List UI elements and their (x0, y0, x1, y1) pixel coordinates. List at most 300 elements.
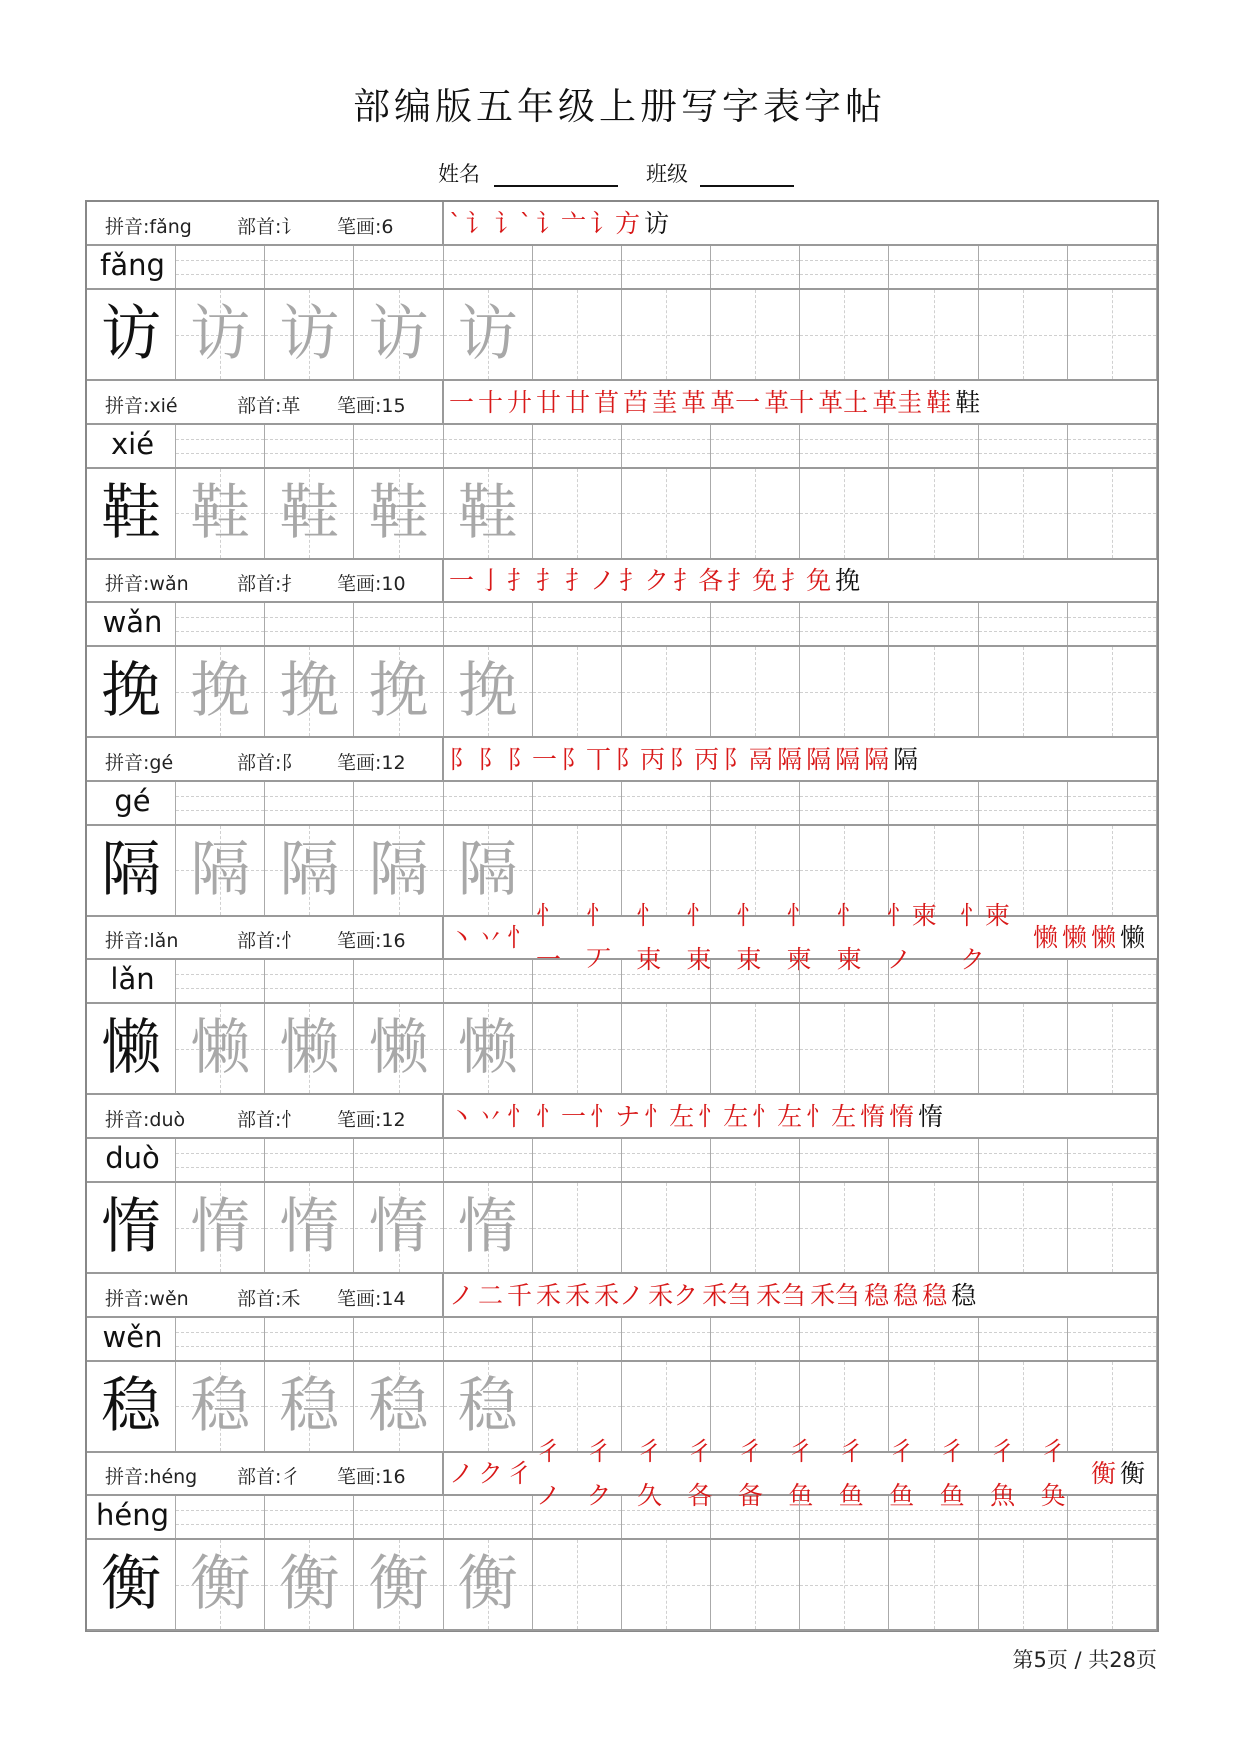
pinyin-cell[interactable] (176, 960, 265, 1002)
pinyin-cell[interactable] (979, 1496, 1068, 1538)
practice-cell[interactable] (533, 469, 622, 558)
pinyin-cell[interactable] (890, 246, 979, 288)
practice-cell[interactable] (1068, 290, 1157, 379)
pinyin-cell[interactable] (444, 960, 533, 1002)
name-field[interactable] (494, 185, 618, 187)
trace-cell[interactable] (265, 1183, 354, 1272)
practice-cell[interactable] (711, 469, 800, 558)
guide-line (711, 692, 799, 693)
trace-cell[interactable] (444, 469, 533, 558)
guide-line (979, 692, 1067, 693)
practice-cell[interactable] (979, 1183, 1068, 1272)
info-left (87, 1274, 444, 1318)
guide-line (533, 974, 621, 975)
pinyin-cell[interactable] (176, 425, 265, 467)
practice-cell[interactable] (533, 1183, 622, 1272)
guide-line (355, 810, 443, 811)
pinyin-cell[interactable] (265, 1496, 354, 1538)
pinyin-cell[interactable] (176, 1318, 265, 1360)
pinyin-cell[interactable] (622, 246, 711, 288)
pinyin-cell[interactable] (1068, 960, 1157, 1002)
pinyin-cell[interactable] (800, 1139, 889, 1181)
practice-cell[interactable] (711, 1183, 800, 1272)
guide-line (622, 1346, 710, 1347)
trace-character: 衡 (279, 1549, 340, 1620)
stroke-order (449, 1095, 1149, 1139)
stroke-step: 忄 (507, 923, 533, 953)
guide-line (622, 1228, 710, 1229)
guide-line (265, 988, 353, 989)
practice-cell[interactable] (979, 647, 1068, 736)
stroke-step: ` (449, 209, 462, 238)
guide-line (355, 617, 443, 618)
pinyin-cell[interactable] (1068, 246, 1157, 288)
stroke-step: 十 (478, 387, 504, 417)
practice-cell[interactable] (1068, 1183, 1157, 1272)
practice-cell[interactable] (711, 290, 800, 379)
trace-cell[interactable] (265, 469, 354, 558)
info-row (87, 1095, 1157, 1139)
trace-character: 鞋 (190, 477, 251, 548)
pinyin-cell[interactable] (265, 425, 354, 467)
pinyin-cell[interactable] (533, 603, 622, 645)
pinyin-cell[interactable] (979, 603, 1068, 645)
info-left (87, 1452, 444, 1496)
pinyin-cell[interactable] (711, 1496, 800, 1538)
practice-cell[interactable] (800, 290, 889, 379)
pinyin-cell[interactable] (890, 603, 979, 645)
guide-line (711, 870, 799, 871)
pinyin-cell[interactable] (533, 1496, 622, 1538)
guide-line (890, 1524, 978, 1525)
guide-line (1068, 631, 1156, 632)
guide-line (890, 988, 978, 989)
trace-character: 懒 (368, 1013, 429, 1084)
pinyin-cell[interactable] (444, 246, 533, 288)
guide-line (979, 453, 1067, 454)
practice-cell[interactable] (890, 1183, 979, 1272)
strokes-info: 笔画:15 (337, 394, 406, 417)
trace-cell[interactable] (355, 469, 444, 558)
model-cell (87, 1540, 176, 1629)
guide-line (622, 439, 710, 440)
guide-line (533, 988, 621, 989)
pinyin-cell[interactable] (444, 782, 533, 824)
stroke-step: 惰 (860, 1102, 886, 1131)
pinyin-cell[interactable] (355, 425, 444, 467)
pinyin-cell[interactable] (265, 1318, 354, 1360)
stroke-step: 忄柬ノ (886, 901, 937, 975)
pinyin-cell[interactable] (800, 960, 889, 1002)
practice-cell[interactable] (711, 647, 800, 736)
trace-cell[interactable] (265, 826, 354, 915)
practice-cell[interactable] (800, 1540, 889, 1629)
pinyin-cell[interactable] (444, 1139, 533, 1181)
practice-cell[interactable] (1068, 1540, 1157, 1629)
character-row (87, 1004, 1157, 1095)
trace-character: 衡 (457, 1549, 518, 1620)
guide-line (622, 796, 710, 797)
pinyin-cell[interactable] (533, 782, 622, 824)
trace-cell[interactable] (176, 469, 265, 558)
pinyin-cell[interactable] (800, 603, 889, 645)
guide-line (622, 1153, 710, 1154)
pinyin-cell[interactable] (444, 1496, 533, 1538)
practice-cell[interactable] (890, 469, 979, 558)
trace-cell[interactable] (265, 1540, 354, 1629)
stroke-step: 苜 (594, 387, 620, 417)
guide-line (979, 1524, 1067, 1525)
pinyin-cell[interactable] (622, 1496, 711, 1538)
guide-line (800, 453, 888, 454)
practice-cell[interactable] (979, 290, 1068, 379)
trace-character: 挽 (457, 656, 518, 727)
model-cell (87, 647, 176, 736)
guide-line (444, 439, 532, 440)
pinyin-cell[interactable] (176, 603, 265, 645)
practice-cell[interactable] (979, 469, 1068, 558)
pinyin-cell[interactable] (711, 1139, 800, 1181)
trace-cell[interactable] (355, 1540, 444, 1629)
pinyin-label: wǎn (102, 605, 163, 640)
guide-line (176, 1346, 264, 1347)
guide-line (265, 1510, 353, 1511)
trace-cell[interactable] (444, 1183, 533, 1272)
model-cell (87, 826, 176, 915)
practice-cell[interactable] (622, 290, 711, 379)
pinyin-label: lǎn (110, 962, 155, 997)
trace-character: 访 (190, 299, 251, 369)
trace-cell[interactable] (176, 1183, 265, 1272)
pinyin-cell[interactable] (622, 603, 711, 645)
trace-cell[interactable] (355, 647, 444, 736)
pinyin-cell[interactable] (979, 782, 1068, 824)
guide-line (265, 974, 353, 975)
guide-line (1068, 439, 1156, 440)
trace-cell[interactable] (355, 1004, 444, 1093)
pinyin-cell[interactable] (1068, 1139, 1157, 1181)
stroke-step: 懒 (1032, 923, 1058, 953)
guide-line (979, 1406, 1067, 1407)
guide-line (622, 1049, 710, 1050)
practice-cell[interactable] (533, 290, 622, 379)
trace-cell[interactable] (444, 290, 533, 379)
practice-cell[interactable] (1068, 826, 1157, 915)
guide-line (444, 974, 532, 975)
stroke-step: 革土 (818, 387, 869, 417)
pinyin-cell[interactable] (890, 1496, 979, 1538)
pinyin-cell[interactable] (533, 425, 622, 467)
strokes-info: 笔画:10 (337, 573, 406, 596)
guide-line (800, 1406, 888, 1407)
guide-line (533, 335, 621, 336)
info-left (87, 738, 444, 782)
pinyin-cell[interactable] (265, 246, 354, 288)
stroke-step: 彳备 (737, 1437, 763, 1511)
guide-line (265, 810, 353, 811)
pinyin-cell[interactable] (355, 1139, 444, 1181)
pinyin-cell[interactable] (622, 1318, 711, 1360)
stroke-step: 苩 (623, 387, 649, 417)
character-block (87, 1437, 1157, 1631)
trace-cell[interactable] (176, 1362, 265, 1451)
pinyin-cell[interactable] (1068, 782, 1157, 824)
stroke-step: 彳魚 (990, 1437, 1016, 1511)
pinyin-info: 拼音:héng (105, 1466, 198, 1489)
stroke-order (449, 559, 1149, 603)
guide-line (890, 274, 978, 275)
pinyin-cell[interactable] (444, 425, 533, 467)
pinyin-cell[interactable] (265, 1139, 354, 1181)
pinyin-cell[interactable] (1068, 1496, 1157, 1538)
pinyin-cell[interactable] (1068, 425, 1157, 467)
guide-line (711, 1228, 799, 1229)
stroke-step: 衡 (1120, 1459, 1146, 1489)
pinyin-cell[interactable] (622, 782, 711, 824)
pinyin-cell[interactable] (800, 1318, 889, 1360)
pinyin-row (87, 782, 1157, 826)
guide-line (800, 335, 888, 336)
pinyin-cell[interactable] (979, 1139, 1068, 1181)
practice-cell[interactable] (890, 290, 979, 379)
pinyin-cell[interactable] (711, 603, 800, 645)
pinyin-cell[interactable] (979, 246, 1068, 288)
pinyin-cell[interactable] (622, 1139, 711, 1181)
student-info-bar (0, 156, 1239, 190)
stroke-step: 忄ナ (590, 1102, 641, 1131)
stroke-step: 忄左 (644, 1102, 695, 1131)
trace-cell[interactable] (444, 647, 533, 736)
guide-line (265, 1153, 353, 1154)
practice-cell[interactable] (622, 1004, 711, 1093)
pinyin-cell[interactable] (533, 1139, 622, 1181)
guide-line (265, 1346, 353, 1347)
guide-line (979, 1228, 1067, 1229)
trace-cell[interactable] (176, 290, 265, 379)
radical-info: 部首:忄 (237, 1109, 301, 1131)
pinyin-cell[interactable] (800, 1496, 889, 1538)
pinyin-cell[interactable] (979, 1318, 1068, 1360)
trace-cell[interactable] (176, 826, 265, 915)
guide-line (444, 796, 532, 797)
practice-cell[interactable] (890, 1004, 979, 1093)
pinyin-cell[interactable] (890, 782, 979, 824)
practice-cell[interactable] (979, 1004, 1068, 1093)
stroke-step: 讠 (465, 209, 491, 238)
pinyin-cell[interactable] (800, 425, 889, 467)
pinyin-cell[interactable] (533, 960, 622, 1002)
guide-line (890, 974, 978, 975)
trace-cell[interactable] (355, 826, 444, 915)
pinyin-cell[interactable] (979, 425, 1068, 467)
pinyin-cell[interactable] (1068, 603, 1157, 645)
pinyin-cell[interactable] (711, 960, 800, 1002)
pinyin-cell[interactable] (265, 782, 354, 824)
guide-line (800, 274, 888, 275)
model-character: 懒 (101, 1013, 162, 1084)
pinyin-cell[interactable] (533, 246, 622, 288)
guide-line (176, 1153, 264, 1154)
guide-line (444, 453, 532, 454)
guide-line (444, 1153, 532, 1154)
practice-cell[interactable] (533, 1004, 622, 1093)
pinyin-cell[interactable] (176, 1496, 265, 1538)
practice-cell[interactable] (622, 1540, 711, 1629)
pinyin-cell[interactable] (265, 960, 354, 1002)
trace-cell[interactable] (176, 647, 265, 736)
practice-cell[interactable] (800, 647, 889, 736)
guide-line (890, 692, 978, 693)
guide-line (622, 631, 710, 632)
guide-line (890, 1153, 978, 1154)
guide-line (533, 1332, 621, 1333)
stroke-step: 忄柬 (836, 901, 862, 975)
pinyin-cell[interactable] (800, 782, 889, 824)
practice-cell[interactable] (622, 1183, 711, 1272)
pinyin-cell[interactable] (444, 603, 533, 645)
practice-cell[interactable] (890, 647, 979, 736)
guide-line (265, 274, 353, 275)
stroke-step: 阝鬲 (723, 744, 774, 774)
guide-line (1068, 1510, 1156, 1511)
pinyin-cell[interactable] (355, 1318, 444, 1360)
guide-line (533, 1585, 621, 1586)
guide-line (355, 274, 443, 275)
practice-cell[interactable] (533, 647, 622, 736)
trace-character: 挽 (368, 656, 429, 727)
stroke-step: 阝一 (507, 744, 558, 774)
guide-line (622, 1524, 710, 1525)
trace-cell[interactable] (176, 1004, 265, 1093)
class-field[interactable] (700, 185, 794, 187)
guide-line (979, 810, 1067, 811)
pinyin-cell[interactable] (355, 782, 444, 824)
pinyin-cell[interactable] (711, 1318, 800, 1360)
guide-line (444, 1167, 532, 1168)
guide-line (444, 631, 532, 632)
pinyin-cell[interactable] (355, 246, 444, 288)
trace-cell[interactable] (444, 1540, 533, 1629)
guide-line (979, 974, 1067, 975)
practice-cell[interactable] (1068, 1004, 1157, 1093)
guide-line (533, 274, 621, 275)
trace-cell[interactable] (265, 290, 354, 379)
pinyin-cell[interactable] (890, 425, 979, 467)
pinyin-cell[interactable] (444, 1318, 533, 1360)
guide-line (444, 1346, 532, 1347)
practice-cell[interactable] (711, 1004, 800, 1093)
guide-line (711, 1049, 799, 1050)
guide-line (1068, 1524, 1156, 1525)
strokes-info: 笔画:12 (337, 1109, 406, 1131)
practice-cell[interactable] (890, 1540, 979, 1629)
pinyin-cell[interactable] (176, 246, 265, 288)
pinyin-cell[interactable] (355, 1496, 444, 1538)
trace-cell[interactable] (355, 1183, 444, 1272)
stroke-step: 懒 (1120, 923, 1146, 953)
trace-cell[interactable] (265, 1004, 354, 1093)
pinyin-cell[interactable] (533, 1318, 622, 1360)
pinyin-cell[interactable] (800, 246, 889, 288)
guide-line (711, 1406, 799, 1407)
practice-cell[interactable] (622, 469, 711, 558)
guide-line (533, 1167, 621, 1168)
trace-character: 鞋 (279, 477, 340, 548)
practice-cell[interactable] (979, 1540, 1068, 1629)
trace-cell[interactable] (355, 1362, 444, 1451)
guide-line (711, 1167, 799, 1168)
pinyin-cell[interactable] (890, 960, 979, 1002)
guide-line (800, 617, 888, 618)
practice-cell[interactable] (800, 469, 889, 558)
pinyin-row (87, 1318, 1157, 1362)
pinyin-cell[interactable] (890, 1139, 979, 1181)
trace-cell[interactable] (355, 290, 444, 379)
guide-line (800, 810, 888, 811)
pinyin-cell[interactable] (711, 782, 800, 824)
guide-line (533, 1524, 621, 1525)
guide-line (711, 1332, 799, 1333)
pinyin-cell[interactable] (622, 425, 711, 467)
guide-line (800, 796, 888, 797)
pinyin-cell[interactable] (355, 960, 444, 1002)
pinyin-cell[interactable] (355, 603, 444, 645)
practice-cell[interactable] (711, 1540, 800, 1629)
pinyin-info: 拼音:lǎn (105, 930, 179, 953)
practice-cell[interactable] (1068, 469, 1157, 558)
pinyin-cell[interactable] (711, 246, 800, 288)
pinyin-cell[interactable] (1068, 1318, 1157, 1360)
stroke-step: 扌ノ (565, 566, 616, 596)
pinyin-cell[interactable] (265, 603, 354, 645)
pinyin-cell[interactable] (622, 960, 711, 1002)
trace-cell[interactable] (444, 1362, 533, 1451)
practice-cell[interactable] (800, 1004, 889, 1093)
trace-cell[interactable] (444, 1004, 533, 1093)
pinyin-cell[interactable] (890, 1318, 979, 1360)
trace-cell[interactable] (176, 1540, 265, 1629)
guide-line (533, 513, 621, 514)
stroke-step: 鞋 (926, 387, 952, 417)
trace-cell[interactable] (265, 1362, 354, 1451)
guide-line (1068, 1228, 1156, 1229)
guide-line (800, 1524, 888, 1525)
guide-line (711, 335, 799, 336)
stroke-step: 亅 (478, 566, 504, 596)
pinyin-cell[interactable] (711, 425, 800, 467)
stroke-order (449, 202, 1149, 246)
guide-line (355, 796, 443, 797)
practice-cell[interactable] (622, 647, 711, 736)
trace-cell[interactable] (444, 826, 533, 915)
guide-line (265, 439, 353, 440)
trace-character: 衡 (368, 1549, 429, 1620)
pinyin-cell[interactable] (979, 960, 1068, 1002)
practice-cell[interactable] (1068, 647, 1157, 736)
guide-line (979, 631, 1067, 632)
practice-cell[interactable] (800, 1183, 889, 1272)
trace-cell[interactable] (265, 647, 354, 736)
character-row (87, 1540, 1157, 1631)
radical-info: 部首:忄 (237, 930, 301, 953)
pinyin-cell[interactable] (176, 1139, 265, 1181)
guide-line (800, 974, 888, 975)
pinyin-row (87, 1139, 1157, 1183)
practice-cell[interactable] (533, 1540, 622, 1629)
guide-line (265, 1524, 353, 1525)
pinyin-cell[interactable] (176, 782, 265, 824)
trace-character: 挽 (279, 656, 340, 727)
